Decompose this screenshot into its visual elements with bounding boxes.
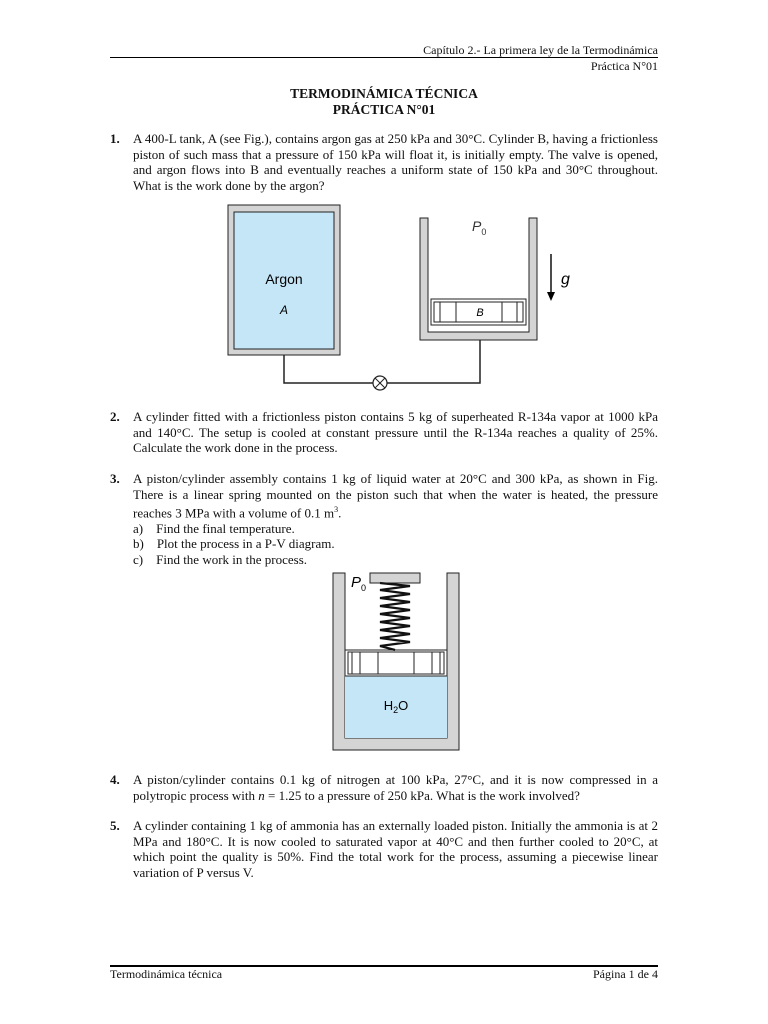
spring-stop [370, 573, 420, 583]
pressure-label: $P_0$ [351, 574, 367, 593]
problem-number: 3. [110, 471, 120, 486]
footer-page-number: Página 1 de 4 [593, 967, 658, 981]
spring [380, 583, 410, 650]
problem-number: 4. [110, 772, 120, 787]
problem-item: c) Find the work in the process. [133, 551, 308, 567]
footer-left: Termodinámica técnica [110, 967, 223, 981]
problem-text: A cylinder containing 1 kg of ammonia has an externally loaded piston. Initially the ammonia is at 2 MPa and 180°C. It is now cooled to saturated vapor at 40°C and then further cooled to 20°C, at which point the quality is 50%. Find the total work for the process, assuming a piecewise linear variation of P versus V. [133, 818, 658, 880]
water-label: $H_2O$ [383, 698, 409, 715]
problem-item: b) Plot the process in a P-V diagram. [133, 536, 335, 552]
header-rule [110, 57, 658, 58]
problem-number: 1. [110, 131, 120, 146]
page-title [110, 86, 658, 118]
header-chapter: Capítulo 2.- La primera ley de la Termodinámica [423, 43, 658, 57]
figure-argon-tank [220, 200, 590, 400]
gravity-label: g [561, 271, 570, 288]
tank-name: A [279, 303, 289, 317]
problem-1 [110, 131, 658, 193]
problem-item: a) Find the final temperature. [133, 520, 295, 536]
problem-3 [110, 471, 658, 567]
title-line-1: TERMODINÁMICA TÉCNICA [290, 86, 478, 101]
pressure-label: $P_0$ [472, 218, 487, 237]
problem-text: A piston/cylinder contains 0.1 kg of nitrogen at 100 kPa, 27°C, and it is now compressed in a polytropic process with n = 1.25 to a pressure of 250 kPa. What is the work involved? [133, 772, 658, 803]
header-practice: Práctica N°01 [590, 59, 658, 73]
problem-2 [110, 409, 658, 456]
title-line-2: PRÁCTICA N°01 [332, 102, 436, 117]
figure-spring-piston [330, 568, 465, 754]
problem-text: A 400-L tank, A (see Fig.), contains argon gas at 250 kPa and 30°C. Cylinder B, having a frictionless piston of such mass that a pressure of 150 kPa will float it, is initially empty. The valve is opened, and argon flows into B and eventually reaches a uniform state of 150 kPa and 30°C throughout. What is the work done by the argon? [133, 131, 658, 193]
piston-inner [348, 652, 444, 674]
problem-4 [110, 772, 658, 803]
problem-text: A piston/cylinder assembly contains 1 kg of liquid water at 20°C and 300 kPa, as shown in Fig. There is a linear spring mounted on the piston such that when the water is heated, the pressure reaches 3 MPa with a volume of 0.1 $m^3$. [133, 471, 658, 521]
piston-name: B [476, 307, 484, 319]
problem-number: 2. [110, 409, 120, 424]
problem-number: 5. [110, 818, 120, 833]
problem-5 [110, 818, 658, 880]
gravity-arrowhead [547, 292, 555, 301]
tank-label: Argon [265, 271, 303, 287]
problem-text: A cylinder fitted with a frictionless piston contains 5 kg of superheated R-134a vapor at 1000 kPa and 140°C. The setup is cooled at constant pressure until the R-134a reaches a quality of 25%. Calculate the work done in the process. [133, 409, 658, 455]
